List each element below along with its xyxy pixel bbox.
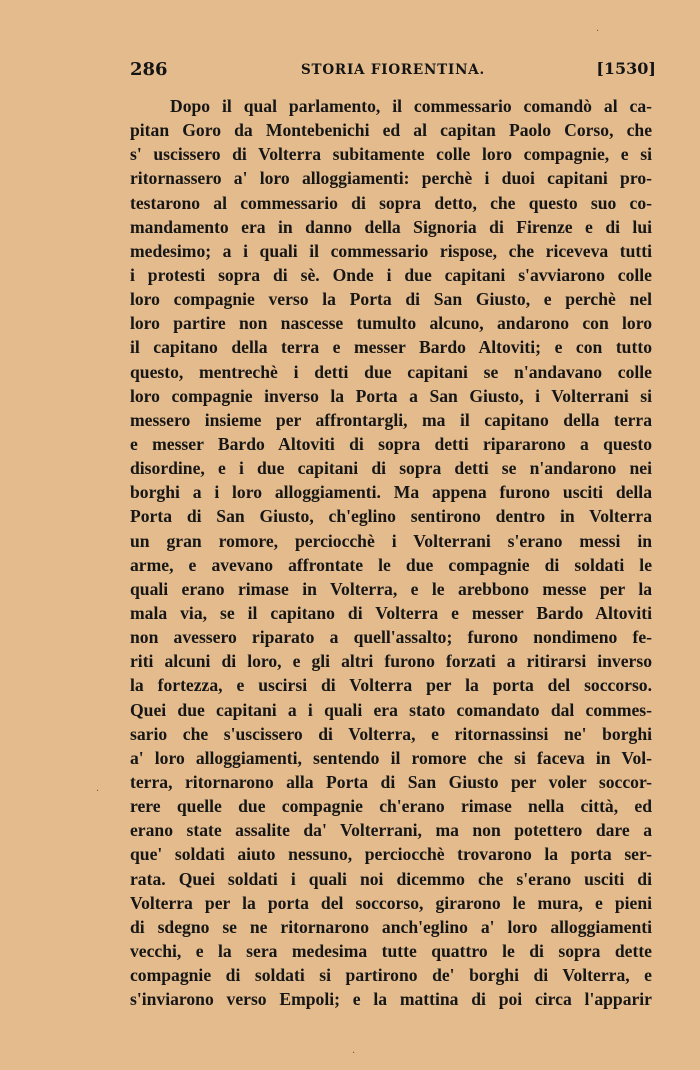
text-line: i protesti sopra di sè. Onde i due capitani s'avviarono colle (130, 264, 652, 285)
text-line: que' soldati aiuto nessuno, perciocchè trovarono la porta ser- (130, 844, 652, 865)
body-text (130, 94, 652, 1011)
text-line: borghi a i loro alloggiamenti. Ma appena furono usciti della (130, 482, 652, 503)
text-line: messero insieme per affrontargli, ma il capitano della terra (130, 409, 652, 430)
scan-mark: · (596, 26, 600, 37)
text-line: s'inviarono verso Empoli; e la mattina di poi circa l'apparir (130, 989, 652, 1010)
text-line: il capitano della terra e messer Bardo Altoviti; e con tutto (130, 337, 652, 358)
text-line: medesimo; a i quali il commessario rispose, che riceveva tutti (130, 240, 652, 261)
running-header (130, 59, 656, 85)
text-line: quali erano rimase in Volterra, e le arebbono messe per la (130, 578, 652, 599)
text-line: loro partire non nascesse tumulto alcuno, andarono con loro (130, 313, 652, 334)
text-line: s' uscissero di Volterra subitamente colle loro compagnie, e si (130, 144, 652, 165)
text-line: a' loro alloggiamenti, sentendo il romore che si faceva in Vol- (130, 747, 652, 768)
text-line: Quei due capitani a i quali era stato comandato dal commes- (130, 699, 652, 720)
text-line: ritornassero a' loro alloggiamenti: perchè i duoi capitani pro- (130, 168, 652, 189)
page-number: 286 (130, 59, 168, 80)
text-line: di sdegno se ne ritornarono anch'eglino a' loro alloggiamenti (130, 916, 652, 937)
text-line: erano state assalite da' Volterrani, ma non potettero dare a (130, 820, 652, 841)
text-line: arme, e avevano affrontate le due compagnie di soldati le (130, 554, 652, 575)
text-line: e messer Bardo Altoviti di sopra detti ripararono a questo (130, 433, 652, 454)
scan-mark: · (352, 1048, 356, 1059)
text-line: rata. Quei soldati i quali noi dicemmo che s'erano usciti di (130, 868, 652, 889)
text-line: terra, ritornarono alla Porta di San Giusto per voler soccor- (130, 771, 652, 792)
year-marker: [1530] (596, 59, 656, 78)
text-line: Porta di San Giusto, ch'eglino sentirono dentro in Volterra (130, 506, 652, 527)
running-title: STORIA FIORENTINA. (300, 62, 486, 78)
text-line: questo, mentrechè i detti due capitani se n'andavano colle (130, 361, 652, 382)
text-line: vecchi, e la sera medesima tutte quattro le di sopra dette (130, 940, 652, 961)
text-line: testarono al commessario di sopra detto, che questo suo co- (130, 192, 652, 213)
text-line: riti alcuni di loro, e gli altri furono forzati a ritirarsi inverso (130, 651, 652, 672)
text-line: pitan Goro da Montebenichi ed al capitan Paolo Corso, che (130, 120, 652, 141)
text-line: mandamento era in danno della Signoria di Firenze e di lui (130, 216, 652, 237)
text-line: Dopo il qual parlamento, il commessario comandò al ca- (170, 96, 652, 116)
text-line: la fortezza, e uscirsi di Volterra per la porta del soccorso. (130, 675, 652, 696)
text-line: non avessero riparato a quell'assalto; furono nondimeno fe- (130, 627, 652, 648)
text-line: un gran romore, perciocchè i Volterrani s'erano messi in (130, 530, 652, 551)
text-line: sario che s'uscissero di Volterra, e ritornassinsi ne' borghi (130, 723, 652, 744)
text-line: compagnie di soldati si partirono de' borghi di Volterra, e (130, 965, 652, 986)
text-line: loro compagnie inverso la Porta a San Giusto, i Volterrani si (130, 385, 652, 406)
text-line: Volterra per la porta del soccorso, girarono le mura, e pieni (130, 892, 652, 913)
text-line: disordine, e i due capitani di sopra detti se n'andarono nei (130, 458, 652, 479)
text-line: rere quelle due compagnie ch'erano rimase nella città, ed (130, 796, 652, 817)
text-line: loro compagnie verso la Porta di San Giusto, e perchè nel (130, 289, 652, 310)
scan-mark: · (96, 786, 100, 797)
text-line: mala via, se il capitano di Volterra e messer Bardo Altoviti (130, 602, 652, 623)
